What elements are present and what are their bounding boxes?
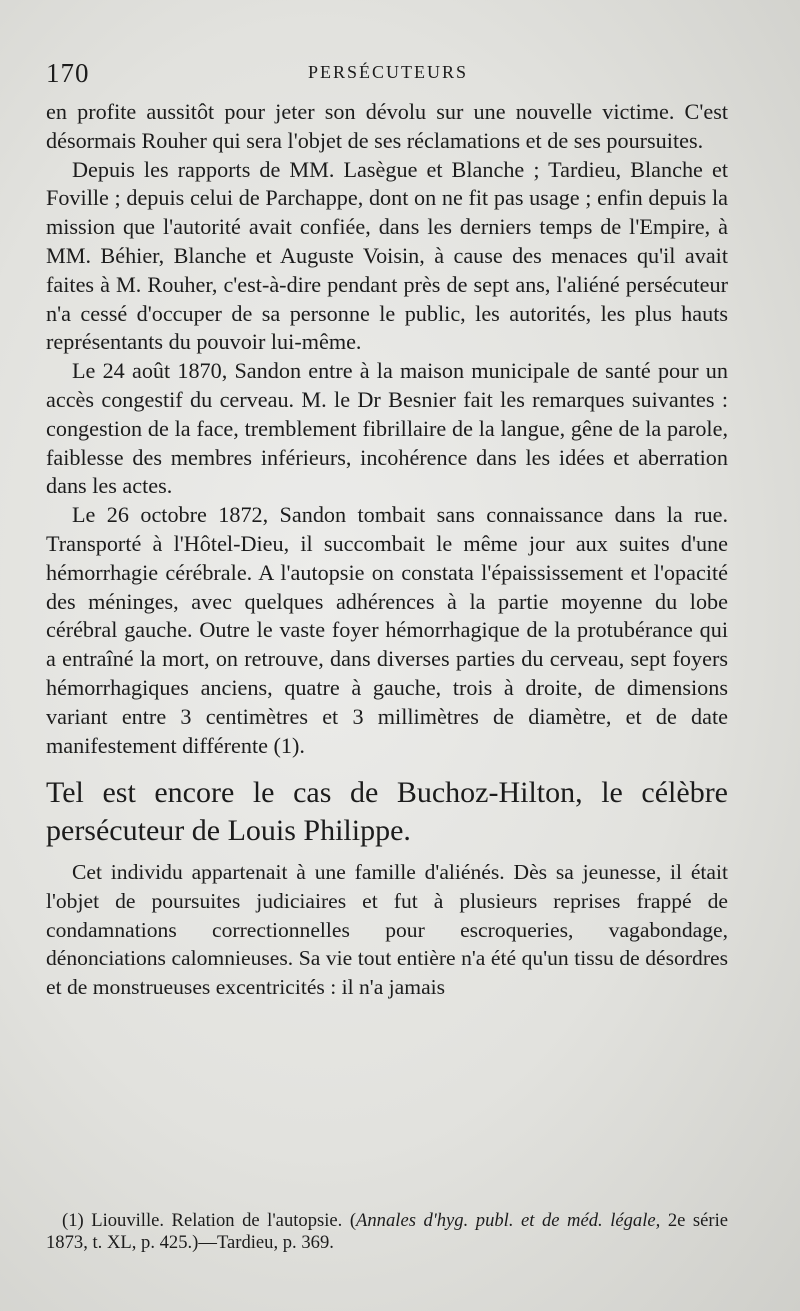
footnote-text <box>46 1210 728 1254</box>
footnote-tail: 2e série 1873, t. XL, p. 425.)—Tardieu, p. 369. <box>46 1210 728 1253</box>
section-heading: Tel est encore le cas de Buchoz-Hilton, le célèbre persécuteur de Louis Philippe. <box>46 776 728 848</box>
footnote-lead: (1) Liouville. Relation de l'autopsie. ( <box>62 1210 357 1231</box>
paragraph: en profite aussitôt pour jeter son dévolu sur une nouvelle victime. C'est désormais Rouher qui sera l'objet de ses réclamations et de ses poursuites. <box>46 99 728 153</box>
page-number: 170 <box>46 58 90 88</box>
main-text <box>46 98 728 1001</box>
footnote-journal: Annales d'hyg. publ. et de méd. légale, <box>356 1210 661 1231</box>
paragraph: Cet individu appartenait à une famille d'aliénés. Dès sa jeunesse, il était l'objet de poursuites judiciaires et fut à plusieurs reprises frappé de condamnations correctionnelles pour escroqueries, vagabondage, dénonciations calomnieuses. Sa vie tout entière n'a été qu'un tissu de désordres et de monstrueuses excentricités : il n'a jamais <box>46 860 728 999</box>
paragraph: Depuis les rapports de MM. Lasègue et Blanche ; Tardieu, Blanche et Foville ; depuis celui de Parchappe, dont on ne fit pas usage ; enfin depuis la mission que l'autorité avait confiée, dans les derniers temps de l'Empire, à MM. Béhier, Blanche et Auguste Voisin, à cause des menaces qu'il avait faites à M. Rouher, c'est-à-dire pendant près de sept ans, l'aliéné persécuteur n'a cessé d'occuper de sa personne le public, les autorités, les plus hauts représentants du pouvoir lui-même. <box>46 156 728 355</box>
paragraph: Le 24 août 1870, Sandon entre à la maison municipale de santé pour un accès congestif du cerveau. M. le Dr Besnier fait les remarques suivantes : congestion de la face, tremblement fibrillaire de la langue, gêne de la parole, faiblesse des membres inférieurs, incohérence dans les idées et aberration dans les actes. <box>46 358 728 499</box>
secondary-text <box>46 858 728 1001</box>
running-head <box>46 58 730 88</box>
paragraph: Le 26 octobre 1872, Sandon tombait sans connaissance dans la rue. Transporté à l'Hôtel-Dieu, il succombait le même jour aux suites d'une hémorrhagie cérébrale. A l'autopsie on constata l'épaississement et l'opacité des méninges, avec quelques adhérences à la partie moyenne du lobe cérébral gauche. Outre le vaste foyer hémorrhagique de la protubérance qui a entraîné la mort, on retrouve, dans diverses parties du cerveau, sept foyers hémorrhagiques anciens, quatre à gauche, trois à droite, de dimensions variant entre 3 centimètres et 3 millimètres de diamètre, et de date manifestement différente (1). <box>46 502 728 758</box>
footnote <box>46 1210 728 1254</box>
running-title: PERSÉCUTEURS <box>307 62 469 82</box>
